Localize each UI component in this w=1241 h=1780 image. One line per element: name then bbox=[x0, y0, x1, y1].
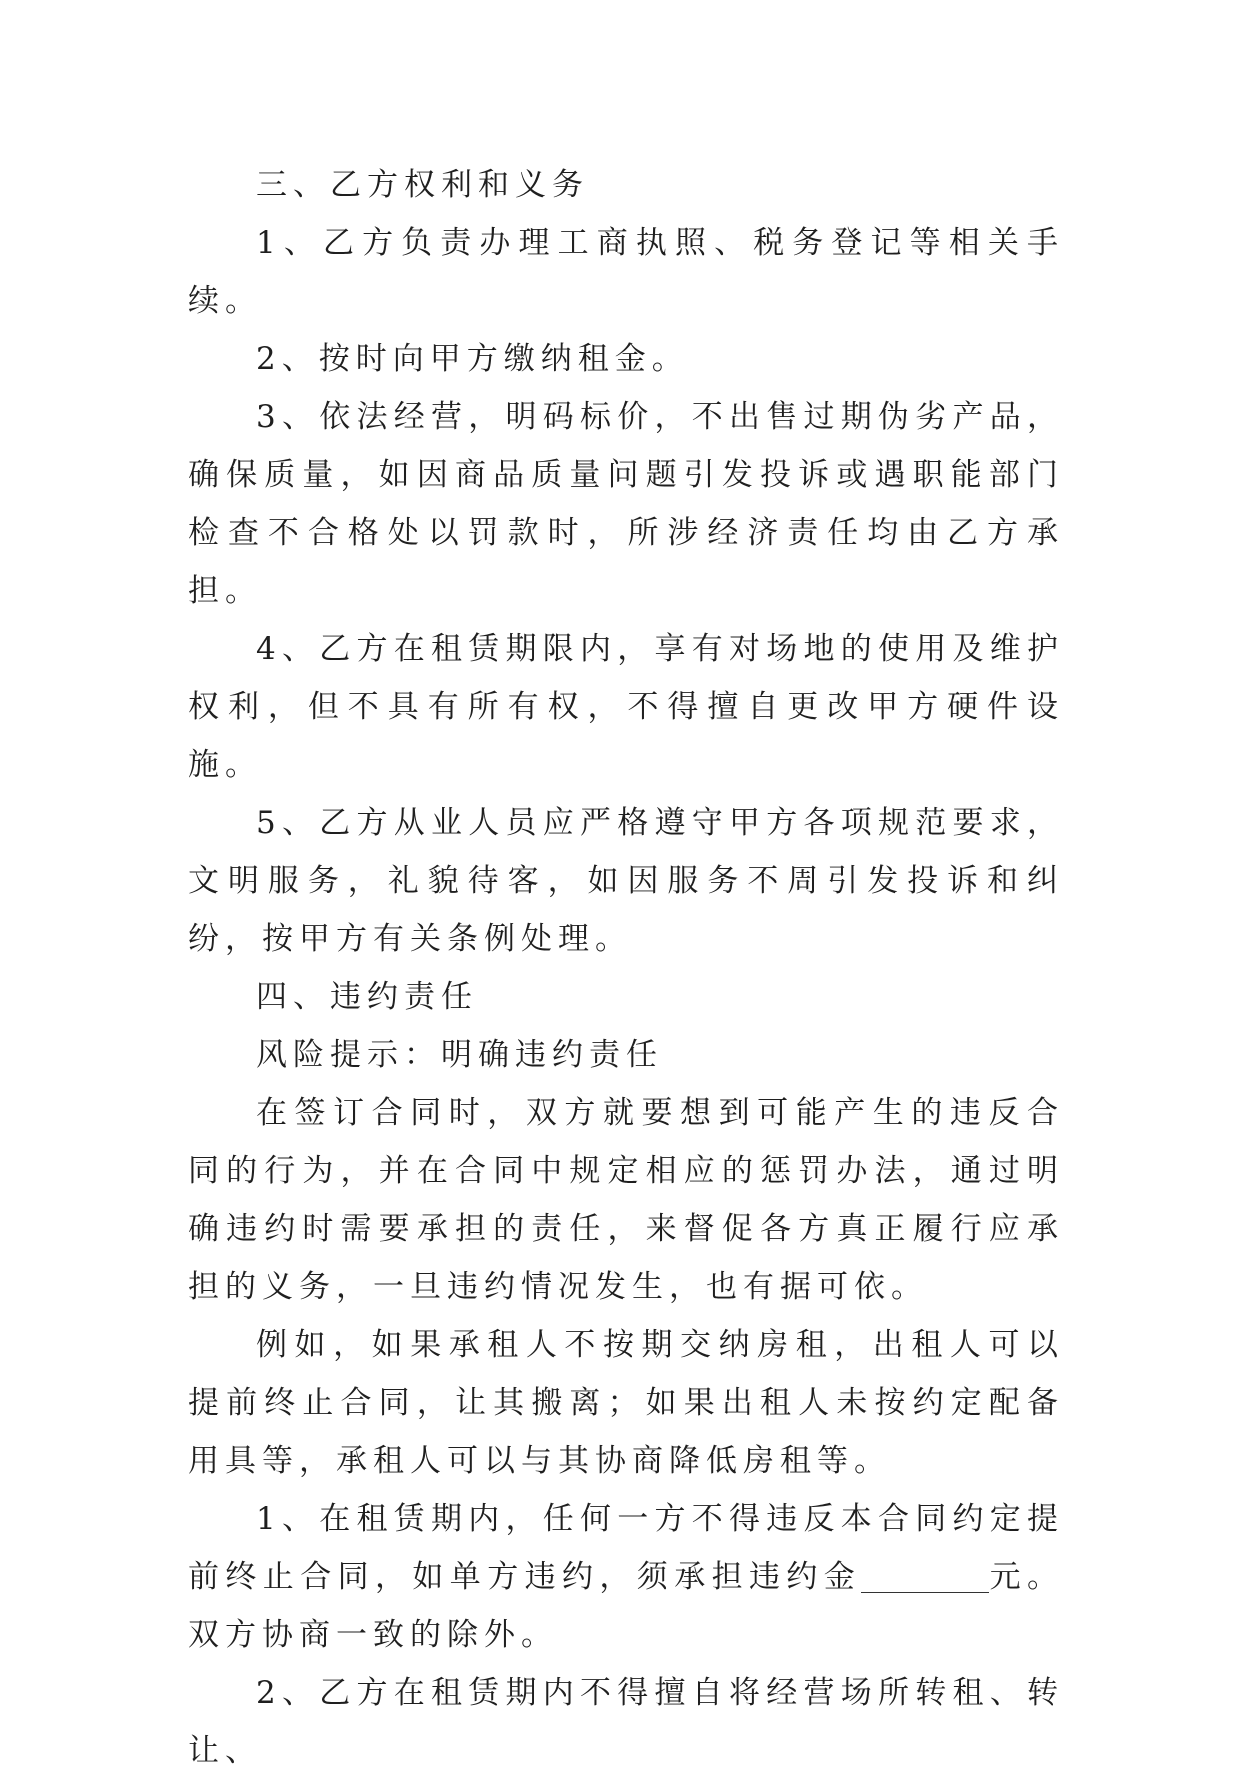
penalty-amount-blank bbox=[861, 1562, 989, 1593]
section-3-item-5: 5、乙方从业人员应严格遵守甲方各项规范要求，文明服务，礼貌待客，如因服务不周引发投诉和纠纷，按甲方有关条例处理。 bbox=[188, 805, 1064, 957]
risk-tip-paragraph-2: 例如，如果承租人不按期交纳房租，出租人可以提前终止合同，让其搬离；如果出租人未按约定配备用具等，承租人可以与其协商降低房租等。 bbox=[188, 1327, 1064, 1479]
document-body bbox=[188, 156, 1064, 1780]
section-4-heading: 四、违约责任 bbox=[256, 979, 478, 1015]
section-4-item-1 bbox=[188, 1490, 1064, 1664]
risk-tip-heading: 风险提示：明确违约责任 bbox=[256, 1037, 663, 1073]
risk-tip-paragraph-1: 在签订合同时，双方就要想到可能产生的违反合同的行为，并在合同中规定相应的惩罚办法，通过明确违约时需要承担的责任，来督促各方真正履行应承担的义务，一旦违约情况发生，也有据可依。 bbox=[188, 1095, 1064, 1305]
section-4-item-1-text-a: 1、在租赁期内，任何一方不得违反本合同约定提前终止合同，如单方违约，须承担违约金 bbox=[188, 1501, 1064, 1595]
section-3-item-3: 3、依法经营，明码标价，不出售过期伪劣产品，确保质量，如因商品质量问题引发投诉或遇职能部门检查不合格处以罚款时，所涉经济责任均由乙方承担。 bbox=[188, 399, 1064, 609]
section-3-item-4: 4、乙方在租赁期限内，享有对场地的使用及维护权利，但不具有所有权，不得擅自更改甲方硬件设施。 bbox=[188, 631, 1064, 783]
section-3-item-1: 1、乙方负责办理工商执照、税务登记等相关手续。 bbox=[188, 225, 1064, 319]
section-4-item-2: 2、乙方在租赁期内不得擅自将经营场所转租、转让、 bbox=[188, 1675, 1064, 1769]
section-3-item-2: 2、按时向甲方缴纳租金。 bbox=[256, 341, 689, 377]
section-3-heading: 三、乙方权利和义务 bbox=[256, 167, 589, 203]
section-4-item-1-text-b: 元。双方协商一致的除外。 bbox=[188, 1559, 1065, 1653]
